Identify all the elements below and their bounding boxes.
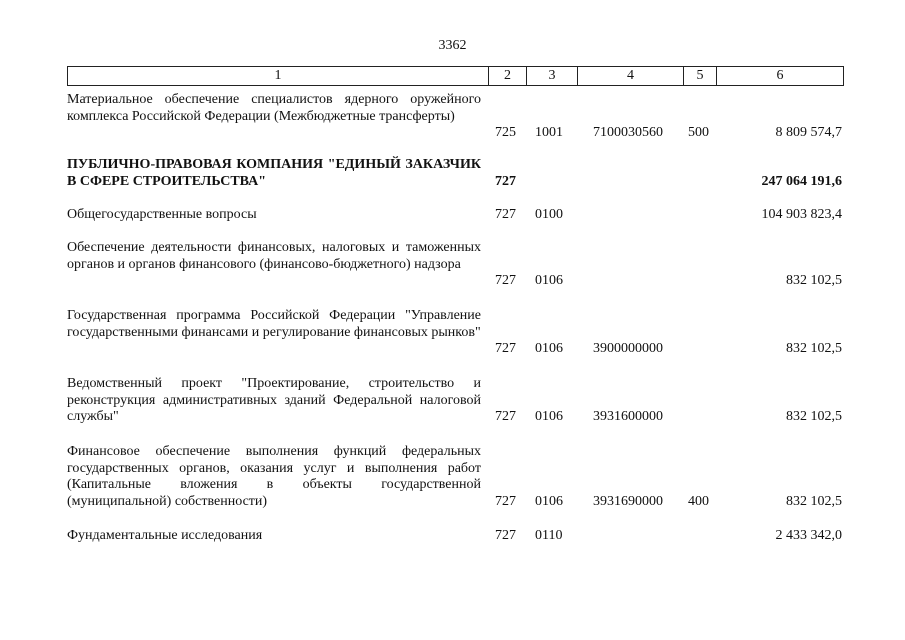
table-header bbox=[67, 66, 844, 86]
row-sum: 2 433 342,0 bbox=[775, 528, 842, 543]
row-vr: 500 bbox=[688, 125, 709, 140]
row-section: 0110 bbox=[535, 528, 563, 543]
row-description: Ведомственный проект "Проектирование, строительство и реконструкция административных зданий Федеральной налоговой службы" bbox=[67, 376, 481, 424]
row-csr: 7100030560 bbox=[593, 125, 663, 140]
row-sum: 832 102,5 bbox=[786, 409, 842, 424]
row-ved: 727 bbox=[495, 341, 516, 356]
table-row bbox=[67, 444, 842, 510]
row-description: Финансовое обеспечение выполнения функций федеральных государственных органов, оказания услуг и выполнения работ (Капитальные вложения в объекты государственной (муниципальной) собственности) bbox=[67, 444, 481, 509]
header-col-6: 6 bbox=[716, 67, 843, 85]
table-row bbox=[67, 376, 842, 426]
row-sum: 8 809 574,7 bbox=[775, 125, 842, 140]
row-description: Обеспечение деятельности финансовых, налоговых и таможенных органов и органов финансового (финансово-бюджетного) надзора bbox=[67, 240, 481, 272]
row-section: 0100 bbox=[535, 207, 563, 222]
row-ved: 727 bbox=[495, 494, 516, 509]
row-section: 0106 bbox=[535, 494, 563, 509]
row-ved: 727 bbox=[495, 528, 516, 543]
header-col-5: 5 bbox=[683, 67, 716, 85]
row-ved: 727 bbox=[495, 409, 516, 424]
header-col-2: 2 bbox=[488, 67, 526, 85]
row-csr: 3900000000 bbox=[593, 341, 663, 356]
table-row bbox=[67, 240, 842, 290]
row-sum: 832 102,5 bbox=[786, 494, 842, 509]
row-section: 0106 bbox=[535, 409, 563, 424]
row-section: 1001 bbox=[535, 125, 563, 140]
table-row bbox=[67, 157, 842, 191]
row-sum: 832 102,5 bbox=[786, 273, 842, 288]
table-row bbox=[67, 308, 842, 358]
row-section: 0106 bbox=[535, 341, 563, 356]
row-vr: 400 bbox=[688, 494, 709, 509]
table-row bbox=[67, 528, 842, 545]
row-sum: 104 903 823,4 bbox=[761, 207, 842, 222]
header-col-1: 1 bbox=[274, 68, 282, 83]
row-description: Общегосударственные вопросы bbox=[67, 207, 257, 222]
row-section: 0106 bbox=[535, 273, 563, 288]
row-sum: 832 102,5 bbox=[786, 341, 842, 356]
row-ved: 727 bbox=[495, 207, 516, 222]
row-ved: 725 bbox=[495, 125, 516, 140]
row-description: Материальное обеспечение специалистов ядерного оружейного комплекса Российской Федерации (Межбюджетные трансферты) bbox=[67, 92, 481, 124]
row-description: Государственная программа Российской Федерации "Управление государственными финансами и регулирование финансовых рынков" bbox=[67, 308, 481, 340]
page-number: 3362 bbox=[438, 38, 467, 53]
row-description: Фундаментальные исследования bbox=[67, 528, 263, 543]
header-col-4: 4 bbox=[577, 67, 683, 85]
row-csr: 3931600000 bbox=[593, 409, 663, 424]
header-col-3: 3 bbox=[526, 67, 577, 85]
row-description: ПУБЛИЧНО-ПРАВОВАЯ КОМПАНИЯ "ЕДИНЫЙ ЗАКАЗЧИК В СФЕРЕ СТРОИТЕЛЬСТВА" bbox=[67, 157, 481, 189]
row-csr: 3931690000 bbox=[593, 494, 663, 509]
table-row bbox=[67, 92, 842, 142]
table-row bbox=[67, 207, 842, 224]
row-sum: 247 064 191,6 bbox=[761, 174, 842, 189]
row-ved: 727 bbox=[495, 273, 516, 288]
row-ved: 727 bbox=[495, 174, 516, 189]
